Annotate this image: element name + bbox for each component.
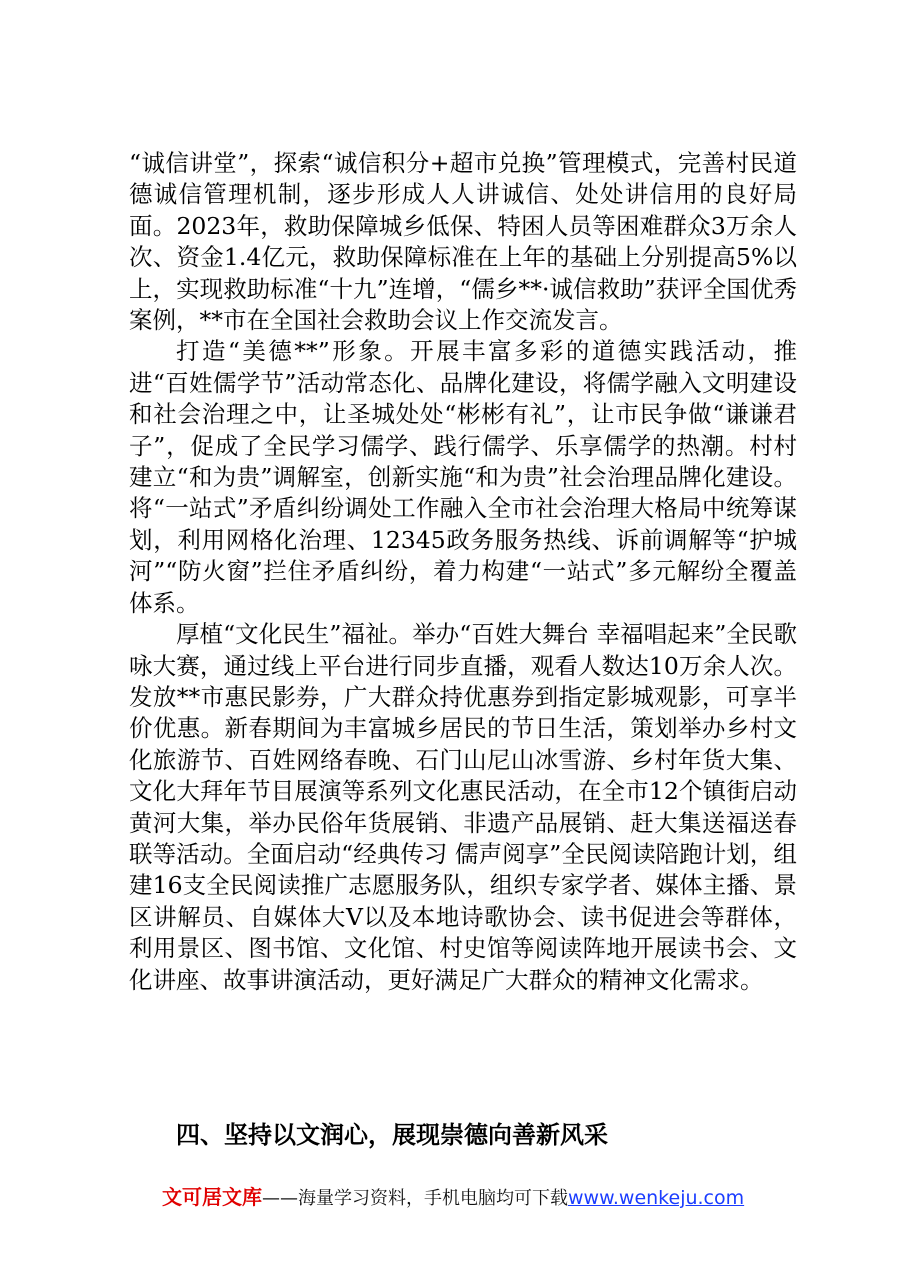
footer-url-link[interactable]: www.wenkeju.com bbox=[568, 1187, 745, 1209]
document-body bbox=[129, 148, 797, 996]
paragraph-cultural-welfare: 厚植“文化民生”福祉。举办“百姓大舞台 幸福唱起来”全民歌咏大赛，通过线上平台进行同步直播，观看人数达10万余人次。发放**市惠民影券，广大群众持优惠券到指定影城观影，可享半价优惠。新春期间为丰富城乡居民的节日生活，策划举办乡村文化旅游节、百姓网络春晚、石门山尼山冰雪游、乡村年货大集、文化大拜年节目展演等系列文化惠民活动，在全市12个镇街启动黄河大集，举办民俗年货展销、非遗产品展销、赶大集送福送春联等活动。全面启动“经典传习 儒声阅享”全民阅读陪跑计划，组建16支全民阅读推广志愿服务队，组织专家学者、媒体主播、景区讲解员、自媒体大V以及本地诗歌协会、读书促进会等群体，利用景区、图书馆、文化馆、村史馆等阅读阵地开展读书会、文化讲座、故事讲演活动，更好满足广大群众的精神文化需求。 bbox=[129, 620, 797, 994]
footer-tagline: ——海量学习资料，手机电脑均可下载 bbox=[262, 1188, 568, 1209]
paragraph-integrity: “诚信讲堂”，探索“诚信积分+超市兑换”管理模式，完善村民道德诚信管理机制，逐步形成人人讲诚信、处处讲信用的良好局面。2023年，救助保障城乡低保、特困人员等困难群众3万余人次、资金1.4亿元，救助保障标准在上年的基础上分别提高5%以上，实现救助标准“十九”连增，“儒乡**·诚信救助”获评全国优秀案例，**市在全国社会救助会议上作交流发言。 bbox=[129, 149, 797, 335]
footer-banner bbox=[162, 1184, 802, 1212]
footer-brand: 文可居文库 bbox=[162, 1185, 262, 1209]
section-heading: 四、坚持以文润心，展现崇德向善新风采 bbox=[176, 1121, 608, 1149]
paragraph-virtue-image: 打造“美德**”形象。开展丰富多彩的道德实践活动，推进“百姓儒学节”活动常态化、品牌化建设，将儒学融入文明建设和社会治理之中，让圣城处处“彬彬有礼”，让市民争做“谦谦君子”，促成了全民学习儒学、践行儒学、乐享儒学的热潮。村村建立“和为贵”调解室，创新实施“和为贵”社会治理品牌化建设。将“一站式”矛盾纠纷调处工作融入全市社会治理大格局中统筹谋划，利用网格化治理、12345政务服务热线、诉前调解等“护城河”“防火窗”拦住矛盾纠纷，着力构建“一站式”多元解纷全覆盖体系。 bbox=[129, 337, 797, 617]
